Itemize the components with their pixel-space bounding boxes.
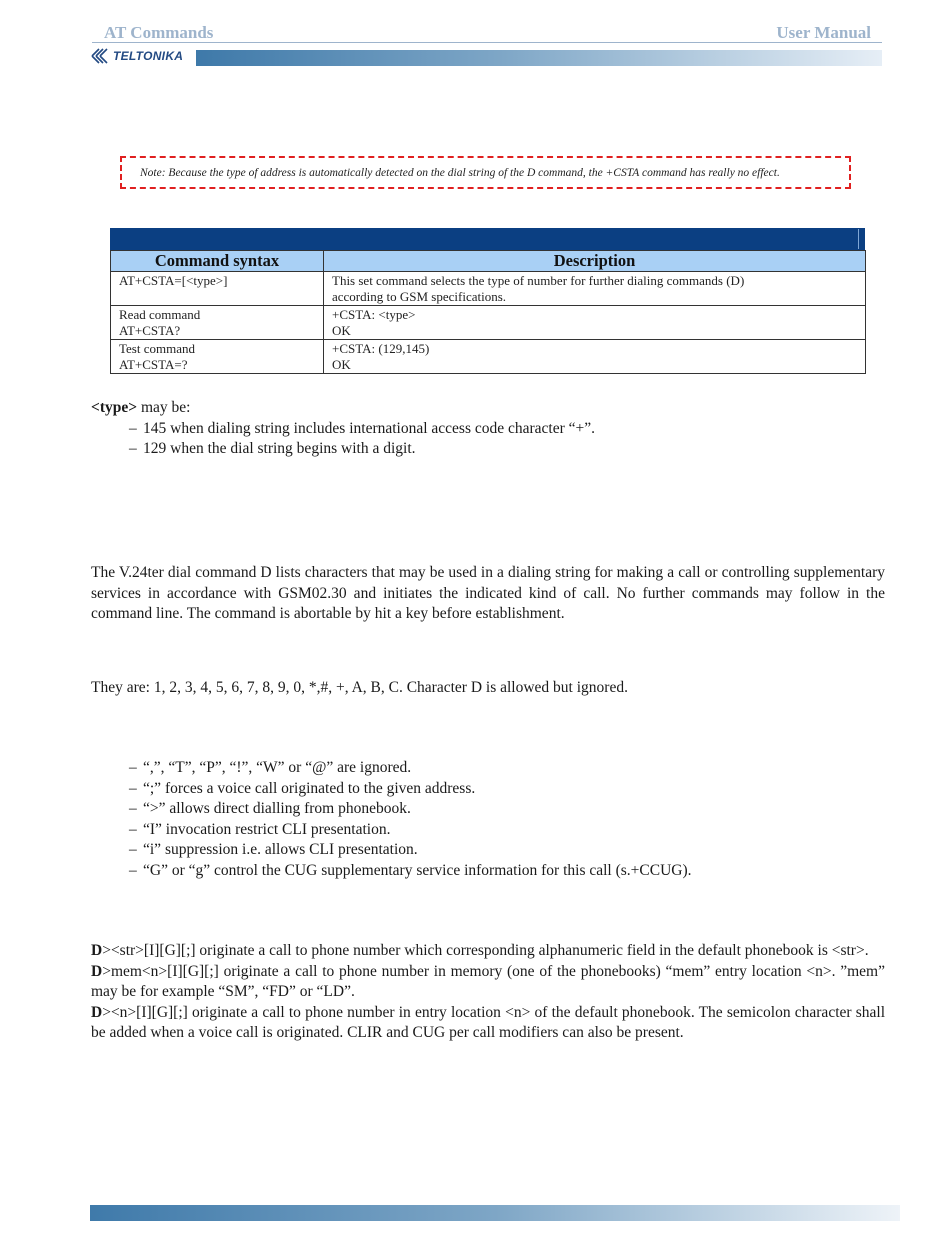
column-header: Description	[324, 251, 866, 272]
list-item: – “,”, “T”, “P”, “!”, “W” or “@” are ignored.	[129, 758, 885, 779]
note-text: Note: Because the type of address is automatically detected on the dial string of the D command, the +CSTA command has really no effect.	[140, 167, 780, 179]
d-command-item	[91, 1003, 885, 1044]
header-rule	[92, 42, 882, 43]
list-item: – “>” allows direct dialling from phonebook.	[129, 799, 885, 820]
logo-text: TELTONIKA	[113, 49, 184, 63]
allowed-characters-paragraph: They are: 1, 2, 3, 4, 5, 6, 7, 8, 9, 0, *,#, +, A, B, C. Character D is allowed but ignored.	[91, 679, 628, 696]
header-gradient-bar	[196, 50, 882, 66]
list-item: – “;” forces a voice call originated to the given address.	[129, 779, 885, 800]
note-box	[120, 156, 851, 189]
type-list	[129, 419, 885, 460]
modifiers-list	[129, 758, 885, 881]
description-line: +CSTA: <type>	[332, 307, 416, 322]
syntax-line: AT+CSTA=[<type>]	[119, 273, 228, 288]
type-intro	[91, 398, 885, 419]
table-row	[111, 306, 866, 340]
table-row	[111, 340, 866, 374]
list-item: – “G” or “g” control the CUG supplementary service information for this call (s.+CCUG).	[129, 861, 885, 882]
logo-mark-icon	[91, 48, 115, 64]
d-command-text: ><n>[I][G][;] originate a call to phone number in entry location <n> of the default phonebook. The semicolon character shall be added when a voice call is originated. CLIR and CUG per call modifiers can also be present.	[91, 1003, 885, 1041]
teltonika-logo	[91, 48, 191, 64]
d-command-text: ><str>[I][G][;] originate a call to phone number which corresponding alphanumeric field in the default phonebook is <str>.	[102, 942, 869, 959]
type-intro-rest: may be:	[137, 399, 191, 416]
syntax-cell	[111, 340, 324, 374]
d-commands	[91, 941, 885, 1044]
type-section	[91, 398, 885, 460]
d-command-letter: D	[91, 962, 103, 980]
list-item: – 129 when the dial string begins with a digit.	[129, 439, 885, 460]
syntax-line: AT+CSTA?	[119, 323, 181, 338]
d-command-text: >mem<n>[I][G][;] originate a call to phone number in memory (one of the phonebooks) “mem” entry location <n>. ”mem” may be for example “SM”, “FD” or “LD”.	[91, 962, 885, 1000]
syntax-line: Test command	[119, 341, 195, 356]
type-term: <type>	[91, 399, 138, 416]
description-cell	[324, 272, 866, 306]
table-header-row	[111, 251, 866, 272]
table-title-band	[110, 228, 865, 250]
d-command-letter: D	[91, 1003, 103, 1021]
description-line: This set command selects the type of number for further dialing commands (D)	[332, 273, 745, 288]
d-command-item	[91, 962, 885, 1003]
footer-gradient-bar	[90, 1205, 900, 1221]
description-cell	[324, 306, 866, 340]
syntax-line: AT+CSTA=?	[119, 357, 188, 372]
list-item: – 145 when dialing string includes international access code character “+”.	[129, 419, 885, 440]
v24ter-paragraph: The V.24ter dial command D lists characters that may be used in a dialing string for making a call or controlling supplementary services in accordance with GSM02.30 and initiates the indicated kind of call. No further commands may follow in the command line. The command is abortable by hit a key before establishment.	[91, 564, 885, 622]
description-line: OK	[332, 323, 351, 338]
d-command-letter: D	[91, 942, 103, 959]
list-item: – “I” invocation restrict CLI presentation.	[129, 820, 885, 841]
d-command-item	[91, 941, 885, 962]
column-header: Command syntax	[111, 251, 324, 272]
syntax-cell	[111, 306, 324, 340]
header-title-right: User Manual	[776, 23, 871, 42]
header-title-left: AT Commands	[104, 23, 214, 42]
table-row	[111, 272, 866, 306]
description-line: +CSTA: (129,145)	[332, 341, 430, 356]
syntax-cell	[111, 272, 324, 306]
description-line: according to GSM specifications.	[332, 289, 507, 304]
description-line: OK	[332, 357, 351, 372]
command-table	[110, 228, 865, 374]
syntax-line: Read command	[119, 307, 201, 322]
list-item: – “i” suppression i.e. allows CLI presentation.	[129, 840, 885, 861]
description-cell	[324, 340, 866, 374]
